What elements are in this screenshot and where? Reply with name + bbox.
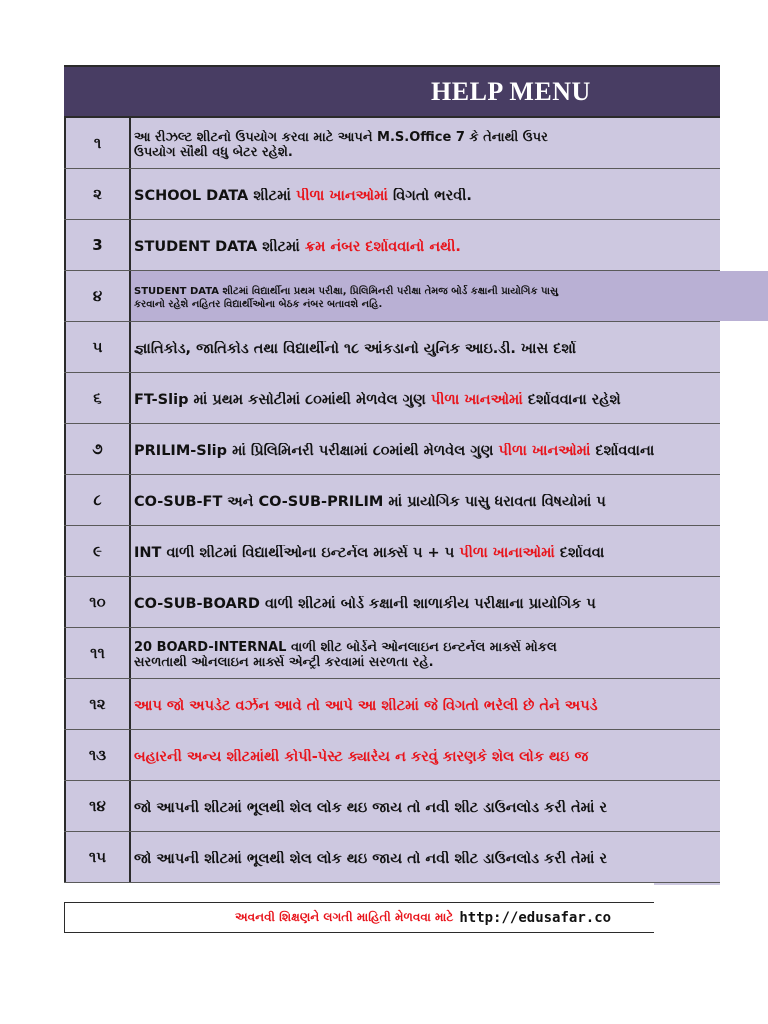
- footer-label: અવનવી શિક્ષણને લગતી માહિતી મેળવવા માટે: [235, 910, 454, 924]
- row-text: [131, 628, 718, 678]
- row-text: [131, 271, 718, 321]
- help-menu-header: [64, 65, 720, 118]
- row-text-line: [134, 341, 718, 357]
- help-row: [64, 118, 720, 169]
- text-segment: જો આપની શીટમાં ભૂલથી શેલ લોક થઇ જાય તો નવી શીટ ડાઉનલોડ કરી તેમાં ર: [134, 800, 608, 816]
- highlighted-text: આપ જો અપડેટ વર્ઝન આવે તો આપે આ શીટમાં જે વિગતો ભરેલી છે તેને અપડે: [134, 698, 598, 714]
- row-text-line: [134, 851, 718, 867]
- help-row: [64, 322, 720, 373]
- row-text: [131, 577, 718, 627]
- row-text: [131, 679, 718, 729]
- text-segment: FT-Slip માં પ્રથમ કસોટીમાં ૮૦માંથી મેળવેલ ગુણ: [134, 392, 431, 408]
- text-segment: દર્શાવવાના રહેશે: [522, 392, 621, 408]
- highlighted-text: પીળા ખાનાઓમાં: [459, 545, 555, 561]
- highlighted-text: ક્રમ નંબર દર્શાવવાનો નથી.: [304, 239, 461, 255]
- row-text-line: ઉપયોગ સૌથી વધુ બેટર રહેશે.: [134, 145, 293, 160]
- help-row: [64, 271, 720, 322]
- row-number: ૧૪: [64, 781, 131, 831]
- help-row: [64, 475, 720, 526]
- text-segment: દર્શાવવાના: [590, 443, 655, 459]
- row-number: ૨: [64, 169, 131, 219]
- text-segment: જો આપની શીટમાં ભૂલથી શેલ લોક થઇ જાય તો નવી શીટ ડાઉનલોડ કરી તેમાં ર: [134, 851, 608, 867]
- row-text: [131, 424, 718, 474]
- row-number: ૧૧: [64, 628, 131, 678]
- text-segment: PRILIM-Slip માં પ્રિલિમિનરી પરીક્ષામાં ૮૦માંથી મેળવેલ ગુણ: [134, 443, 499, 459]
- row-text: [131, 220, 718, 270]
- row-number: ૧૦: [64, 577, 131, 627]
- help-row: [64, 424, 720, 475]
- help-table: [64, 118, 720, 883]
- text-segment: જ્ઞાતિકોડ, જાતિકોડ તથા વિદ્યાર્થીનો ૧૮ આંકડાનો યુનિક આઇ.ડી. ખાસ દર્શા: [134, 341, 577, 357]
- row-text-line: [134, 800, 718, 816]
- help-row: [64, 832, 720, 883]
- row-number: ૧૨: [64, 679, 131, 729]
- row-number: ૧૩: [64, 730, 131, 780]
- row-number: ૪: [64, 271, 131, 321]
- help-row: [64, 577, 720, 628]
- help-row: [64, 679, 720, 730]
- row-text-line: [134, 749, 718, 765]
- help-row: [64, 169, 720, 220]
- row-text-line: [134, 239, 718, 255]
- page-title: HELP MENU: [431, 77, 591, 106]
- row-text-line: [134, 188, 718, 204]
- row-number: ૭: [64, 424, 131, 474]
- footer-bar: [64, 902, 654, 933]
- text-segment: STUDENT DATA શીટમાં: [134, 239, 305, 255]
- row-text-line: 20 BOARD-INTERNAL વાળી શીટ બોર્ડને ઓનલાઇન ઇન્ટર્નલ માર્ક્સ મોકલ: [134, 640, 557, 655]
- row-text-line: સરળતાથી ઓનલાઇન માર્ક્સ એન્ટ્રી કરવામાં સરળતા રહે.: [134, 655, 434, 670]
- row-text: [131, 373, 718, 423]
- row-number: ૮: [64, 475, 131, 525]
- help-row: [64, 781, 720, 832]
- row-text: [131, 781, 718, 831]
- help-row: [64, 628, 720, 679]
- row-text-line: [134, 698, 718, 714]
- row-text: [131, 526, 718, 576]
- help-row: [64, 526, 720, 577]
- row-number: ૧: [64, 118, 131, 168]
- row-text-line: [134, 392, 718, 408]
- highlighted-text: પીળા ખાનઓમાં: [295, 188, 388, 204]
- footer-link[interactable]: http://edusafar.co: [459, 909, 612, 926]
- row-text: [131, 832, 718, 882]
- row-text-line: [134, 494, 718, 510]
- row-number: 3: [64, 220, 131, 270]
- row-number: ૫: [64, 322, 131, 372]
- row-text: [131, 730, 718, 780]
- text-segment: વિગતો ભરવી.: [387, 188, 472, 204]
- row-number: ૬: [64, 373, 131, 423]
- row-text-line: આ રીઝલ્ટ શીટનો ઉપયોગ કરવા માટે આપને M.S.Office 7 કે તેનાથી ઉપર: [134, 130, 548, 145]
- row-text-line: કરવાનો રહેશે નહિતર વિદ્યાર્થીઓના બેઠક નંબર બતાવશે નહિ.: [134, 299, 383, 310]
- highlighted-text: બહારની અન્ય શીટમાંથી કોપી-પેસ્ટ ક્યારેય ન કરવું કારણકે શેલ લોક થઇ જ: [134, 749, 589, 765]
- row-text: [131, 169, 718, 219]
- row-text-line: STUDENT DATA શીટમાં વિદ્યાર્થીના પ્રથમ પરીક્ષા, પ્રિલિમિનરી પરીક્ષા તેમજ બોર્ડ કક્ષાની પ્રાયોગિક પાસુ: [134, 286, 559, 297]
- highlighted-text: પીળા ખાનઓમાં: [430, 392, 523, 408]
- help-row: [64, 373, 720, 424]
- help-row: [64, 220, 720, 271]
- row-text: [131, 475, 718, 525]
- text-segment: INT વાળી શીટમાં વિદ્યાર્થીઓના ઇન્ટર્નલ માર્ક્સ ૫ + ૫: [134, 545, 460, 561]
- help-row: [64, 730, 720, 781]
- text-segment: દર્શાવવા: [554, 545, 605, 561]
- highlighted-text: પીળા ખાનઓમાં: [498, 443, 591, 459]
- text-segment: CO-SUB-BOARD વાળી શીટમાં બોર્ડ કક્ષાની શાળાકીય પરીક્ષાના પ્રાયોગિક પ: [134, 596, 596, 612]
- text-segment: SCHOOL DATA શીટમાં: [134, 188, 296, 204]
- row-number: ૧૫: [64, 832, 131, 882]
- row-number: ૯: [64, 526, 131, 576]
- row-text-line: [134, 545, 718, 561]
- row-text: [131, 118, 718, 168]
- text-segment: CO-SUB-FT અને CO-SUB-PRILIM માં પ્રાયોગિક પાસુ ધરાવતા વિષયોમાં પ: [134, 494, 606, 510]
- row-text-line: [134, 443, 718, 459]
- row-text: [131, 322, 718, 372]
- row-text-line: [134, 596, 718, 612]
